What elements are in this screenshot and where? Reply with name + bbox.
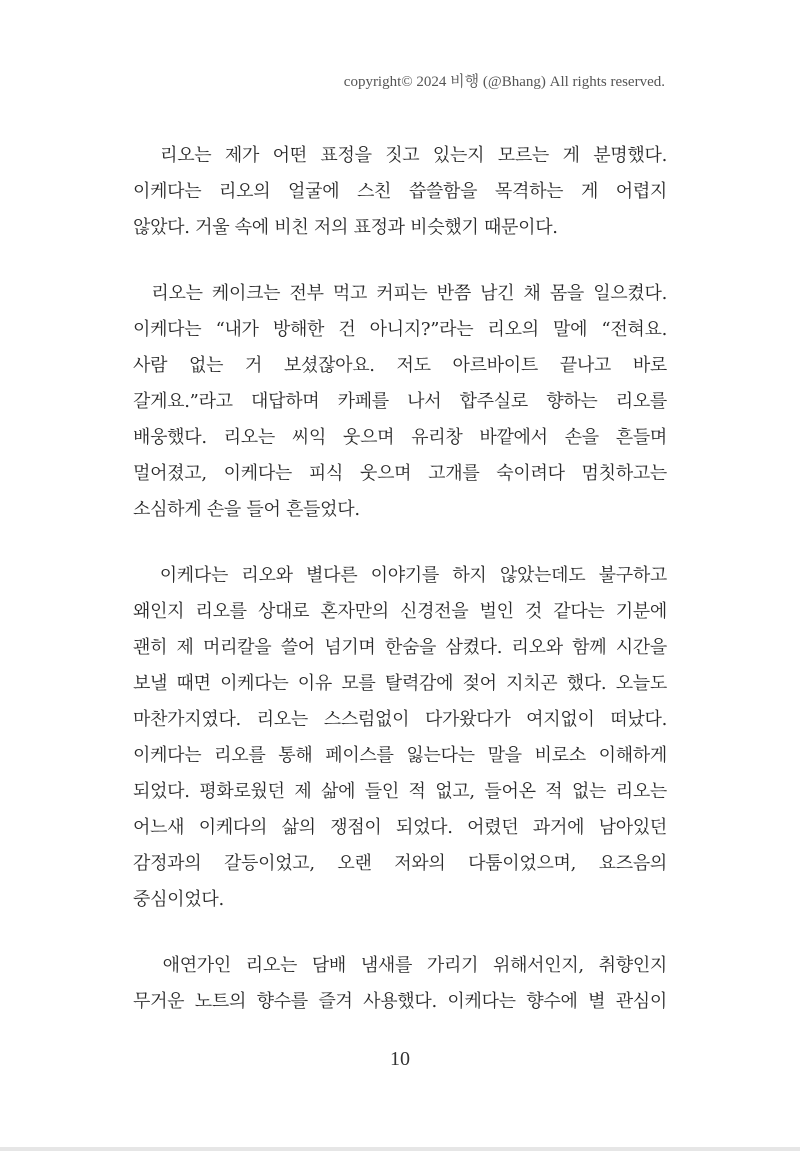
paragraph-3 — [133, 558, 667, 918]
page-bottom-divider — [0, 1147, 800, 1151]
text-line: 보낼 때면 이케다는 이유 모를 탈력감에 젖어 지치곤 했다. 오늘도 — [133, 673, 667, 694]
text-line: 사람 없는 거 보셨잖아요. 저도 아르바이트 끝나고 바로 — [133, 355, 667, 376]
paragraph-1 — [133, 138, 667, 246]
text-line: 리오는 케이크는 전부 먹고 커피는 반쯤 남긴 채 몸을 일으켰다. — [133, 283, 667, 304]
text-line: 왜인지 리오를 상대로 혼자만의 신경전을 벌인 것 같다는 기분에 — [133, 601, 667, 622]
copyright-notice: copyright© 2024 비행 (@Bhang) All rights reserved. — [343, 74, 665, 90]
text-line: 괜히 제 머리칼을 쓸어 넘기며 한숨을 삼켰다. 리오와 함께 시간을 — [133, 637, 667, 658]
text-line: 리오는 제가 어떤 표정을 짓고 있는지 모르는 게 분명했다. — [133, 145, 667, 166]
text-line: 무거운 노트의 향수를 즐겨 사용했다. 이케다는 향수에 별 관심이 — [133, 991, 667, 1012]
paragraph-2 — [133, 276, 667, 528]
page-number: 10 — [390, 1048, 410, 1070]
text-line: 배웅했다. 리오는 씨익 웃으며 유리창 바깥에서 손을 흔들며 — [133, 427, 667, 448]
body-text — [133, 138, 667, 1050]
text-line: 갈게요.”라고 대답하며 카페를 나서 합주실로 향하는 리오를 — [133, 391, 667, 412]
text-line: 되었다. 평화로웠던 제 삶에 들인 적 없고, 들어온 적 없는 리오는 — [133, 781, 667, 802]
text-line: 멀어졌고, 이케다는 피식 웃으며 고개를 숙이려다 멈칫하고는 — [133, 463, 667, 484]
paragraph-4 — [133, 948, 667, 1020]
text-line: 어느새 이케다의 삶의 쟁점이 되었다. 어렸던 과거에 남아있던 — [133, 817, 667, 838]
text-line: 이케다는 리오의 얼굴에 스친 씁쓸함을 목격하는 게 어렵지 — [133, 181, 667, 202]
text-line: 이케다는 “내가 방해한 건 아니지?”라는 리오의 말에 “전혀요. — [133, 319, 667, 340]
text-line: 않았다. 거울 속에 비친 저의 표정과 비슷했기 때문이다. — [133, 217, 558, 238]
text-line: 소심하게 손을 들어 흔들었다. — [133, 499, 360, 520]
text-line: 마찬가지였다. 리오는 스스럼없이 다가왔다가 여지없이 떠났다. — [133, 709, 667, 730]
text-line: 중심이었다. — [133, 889, 224, 910]
text-line: 이케다는 리오를 통해 페이스를 잃는다는 말을 비로소 이해하게 — [133, 745, 667, 766]
text-line: 감정과의 갈등이었고, 오랜 저와의 다툼이었으며, 요즈음의 — [133, 853, 667, 874]
text-line: 애연가인 리오는 담배 냄새를 가리기 위해서인지, 취향인지 — [133, 955, 667, 976]
text-line: 이케다는 리오와 별다른 이야기를 하지 않았는데도 불구하고 — [133, 565, 667, 586]
